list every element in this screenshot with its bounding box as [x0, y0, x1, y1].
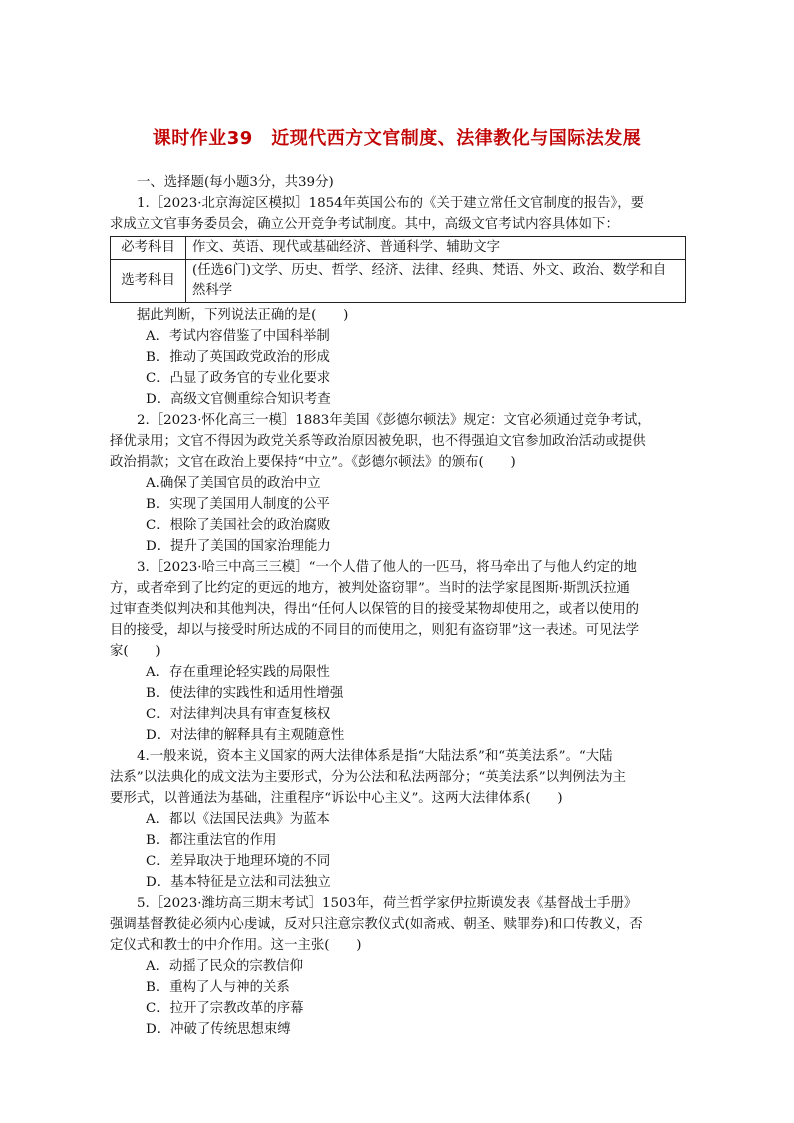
- option-d: D．提升了美国的国家治理能力: [146, 539, 331, 554]
- question-stem-line: 5.［2023·潍坊高三期末考试］1503年，荷兰哲学家伊拉斯谟发表《基督战士手册》: [137, 896, 638, 911]
- question-stem-line: 定仪式和教士的中介作用。这一主张( ): [110, 938, 362, 953]
- table-row: [111, 260, 686, 303]
- question-stem-line: 法系”以法典化的成文法为主要形式，分为公法和私法两部分；“英美法系”以判例法为主: [110, 770, 626, 785]
- option-a: A.确保了美国官员的政治中立: [146, 476, 321, 491]
- option-c: C．差异取决于地理环境的不同: [146, 854, 331, 869]
- question-stem-line: 3.［2023·哈三中高三三模］“一个人借了他人的一匹马，将马牵出了与他人约定的地: [137, 560, 637, 575]
- table-cell-key: 必考科目: [111, 237, 186, 260]
- question-stem-line: 政治捐款；文官在政治上要保持“中立”。《彭德尔顿法》的颁布( ): [110, 455, 516, 470]
- question-1: [110, 193, 686, 410]
- question-stem-line: 择优录用；文官不得因为政党关系等政治原因被免职，也不得强迫文官参加政治活动或提供: [110, 434, 646, 449]
- option-b: B．重构了人与神的关系: [146, 980, 290, 995]
- table-row: [111, 237, 686, 260]
- option-d: D．对法律的解释具有主观随意性: [146, 728, 345, 743]
- question-5: [110, 893, 686, 1040]
- option-c: C．对法律判决具有审查复核权: [146, 707, 331, 722]
- option-b: B．使法律的实践性和适用性增强: [146, 686, 344, 701]
- option-a: A．存在重理论轻实践的局限性: [146, 665, 330, 680]
- table-cell-value: 作文、英语、现代或基础经济、普通科学、辅助文字: [186, 237, 686, 260]
- option-c: C．拉开了宗教改革的序幕: [146, 1001, 304, 1016]
- question-stem-line: 要形式，以普通法为基础，注重程序“诉讼中心主义”。这两大法律体系( ): [110, 791, 563, 806]
- question-stem-line: 家( ): [110, 644, 161, 659]
- option-a: A．考试内容借鉴了中国科举制: [146, 329, 330, 344]
- option-d: D．高级文官侧重综合知识考查: [146, 392, 331, 407]
- question-stem-line: 4.一般来说，资本主义国家的两大法律体系是指“大陆法系”和“英美法系”。“大陆: [137, 749, 613, 764]
- option-d: D．冲破了传统思想束缚: [146, 1022, 291, 1037]
- table-cell-key: 选考科目: [111, 260, 186, 303]
- option-d: D．基本特征是立法和司法独立: [146, 875, 331, 890]
- question-stem-line: 方，或者牵到了比约定的更远的地方，被判处盗窃罪”。当时的法学家昆图斯·斯凯沃拉通: [110, 581, 630, 596]
- question-stem-line: 1.［2023·北京海淀区模拟］1854年英国公布的《关于建立常任文官制度的报告》，要: [137, 196, 644, 211]
- option-b: B．都注重法官的作用: [146, 833, 277, 848]
- question-stem-line: 强调基督教徒必须内心虔诚，反对只注意宗教仪式(如斋戒、朝圣、赎罪券)和口传教义，否: [110, 917, 643, 932]
- option-b: B．推动了英国政党政治的形成: [146, 350, 330, 365]
- option-c: C．根除了美国社会的政治腐败: [146, 518, 331, 533]
- question-stem-line: 过审查类似判决和其他判决，得出“任何人以保管的目的接受某物却使用之，或者以使用的: [110, 602, 640, 617]
- option-c: C．凸显了政务官的专业化要求: [146, 371, 331, 386]
- section-heading: 一、选择题(每小题3分，共39分): [137, 175, 334, 190]
- page-title: 课时作业39 近现代西方文官制度、法律教化与国际法发展: [152, 128, 642, 149]
- question-stem-line: 2.［2023·怀化高三一模］1883年美国《彭德尔顿法》规定：文官必须通过竞争考试，: [137, 413, 651, 428]
- table-cell-value: (任选6门)文学、历史、哲学、经济、法律、经典、梵语、外文、政治、数学和自然科学: [186, 260, 686, 303]
- exam-subjects-table: [110, 236, 686, 303]
- option-b: B．实现了美国用人制度的公平: [146, 497, 330, 512]
- question-stem-line: 求成立文官事务委员会，确立公开竞争考试制度。其中，高级文官考试内容具体如下：: [110, 217, 619, 232]
- question-ask: 据此判断，下列说法正确的是( ): [137, 308, 349, 323]
- option-a: A．都以《法国民法典》为蓝本: [146, 812, 330, 827]
- option-a: A．动摇了民众的宗教信仰: [146, 959, 303, 974]
- question-stem-line: 目的接受，却以与接受时所达成的不同目的而使用之，则犯有盗窃罪”这一表述。可见法学: [110, 623, 640, 638]
- question-3: [110, 557, 686, 746]
- question-4: [110, 746, 686, 893]
- document-body: [110, 172, 686, 1040]
- question-2: [110, 410, 686, 557]
